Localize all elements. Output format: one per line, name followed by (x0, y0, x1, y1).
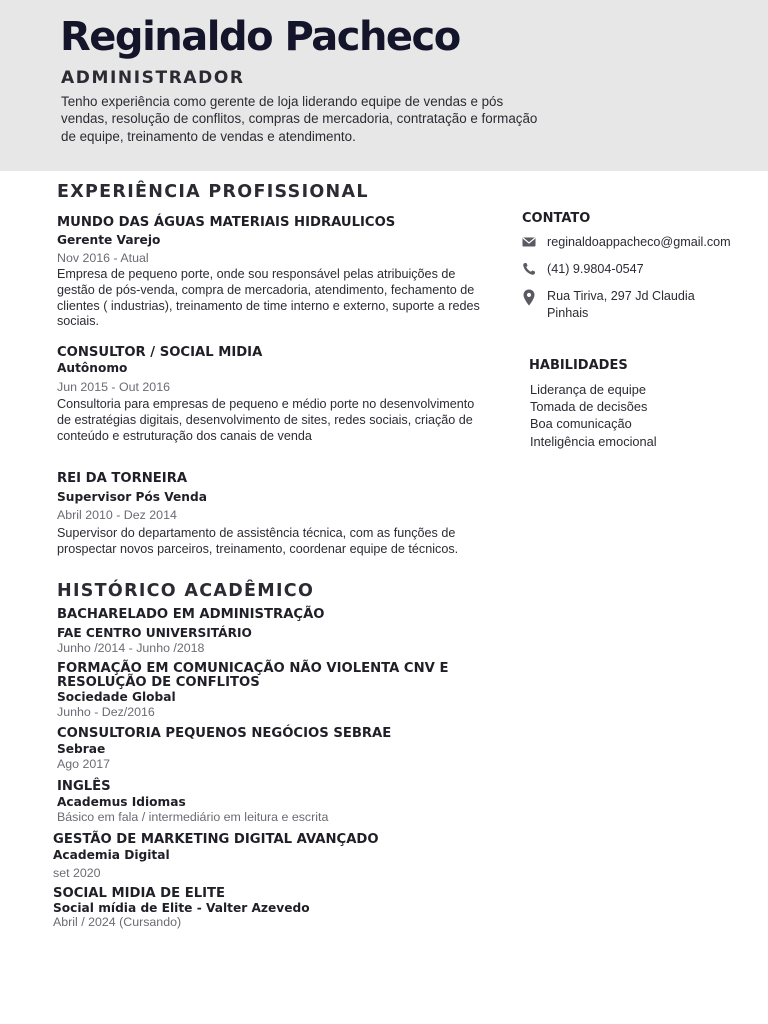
education-period: Básico em fala / intermediário em leitura e escrita (57, 810, 329, 824)
job-entry (57, 215, 487, 330)
email-icon (522, 234, 547, 254)
education-course: SOCIAL MIDIA DE ELITE (53, 886, 226, 901)
job-company: REI DA TORNEIRA (57, 471, 188, 486)
education-section-title: HISTÓRICO ACADÊMICO (57, 581, 315, 601)
education-course: CONSULTORIA PEQUENOS NEGÓCIOS SEBRAE (57, 726, 392, 741)
job-entry (57, 345, 487, 444)
profile-summary: Tenho experiência como gerente de loja liderando equipe de vendas e pós vendas, resolução de conflitos, compras de mercadoria, contratação e formação de equipe, treinamento de vendas e atendimento. (61, 94, 538, 144)
job-period: Nov 2016 - Atual (57, 251, 149, 265)
job-role: ADMINISTRADOR (61, 68, 245, 88)
street-address: Rua Tiriva, 297 Jd Claudia Pinhais (547, 289, 695, 320)
education-course: BACHARELADO EM ADMINISTRAÇÃO (57, 607, 325, 622)
job-company: MUNDO DAS ÁGUAS MATERIAIS HIDRAULICOS (57, 215, 396, 230)
phone-number[interactable]: (41) 9.9804-0547 (547, 262, 644, 276)
job-position: Gerente Varejo (57, 233, 161, 247)
job-description: Consultoria para empresas de pequeno e médio porte no desenvolvimento de estratégias digitais, desenvolvimento de sites, redes sociais, criação de conteúdo e estruturação dos canais de venda (57, 397, 475, 443)
education-entry (57, 779, 328, 825)
job-position: Autônomo (57, 361, 128, 375)
education-institution: Social mídia de Elite - Valter Azevedo (53, 901, 310, 915)
contact-address (522, 288, 722, 322)
experience-section-title: EXPERIÊNCIA PROFISSIONAL (57, 182, 369, 202)
job-entry (57, 471, 487, 558)
education-institution: Academia Digital (53, 848, 170, 862)
location-pin-icon (522, 288, 547, 311)
list-item: Liderança de equipe (530, 382, 646, 397)
education-entry (57, 726, 391, 772)
contact-title: CONTATO (522, 211, 591, 226)
education-period: Junho - Dez/2016 (57, 705, 155, 719)
education-course: INGLÊS (57, 779, 111, 794)
list-item: Boa comunicação (530, 416, 632, 432)
email-address[interactable]: reginaldoappacheco@gmail.com (547, 235, 731, 249)
education-entry (53, 832, 379, 881)
education-entry (57, 662, 477, 720)
education-period: Abril / 2024 (Cursando) (53, 915, 182, 929)
education-course: FORMAÇÃO EM COMUNICAÇÃO NÃO VIOLENTA CNV E RESOLUÇÃO DE CONFLITOS (57, 661, 449, 690)
skills-title: HABILIDADES (529, 358, 628, 373)
contact-email (522, 234, 731, 254)
skills-list (530, 381, 657, 450)
education-institution: Sociedade Global (57, 690, 176, 704)
education-entry (57, 607, 325, 656)
job-period: Jun 2015 - Out 2016 (57, 380, 170, 394)
list-item: Inteligência emocional (530, 433, 657, 449)
education-entry (53, 886, 310, 930)
phone-icon (522, 261, 547, 281)
person-name: Reginaldo Pacheco (60, 14, 460, 60)
education-institution: FAE CENTRO UNIVERSITÁRIO (57, 626, 252, 640)
education-period: set 2020 (53, 866, 101, 880)
job-position: Supervisor Pós Venda (57, 490, 207, 504)
education-institution: Academus Idiomas (57, 795, 186, 809)
education-period: Ago 2017 (57, 757, 111, 771)
job-description: Supervisor do departamento de assistência técnica, com as funções de prospectar novos parceiros, treinamento, coordenar equipe de técnicos. (57, 526, 459, 556)
education-institution: Sebrae (57, 742, 106, 756)
job-description: Empresa de pequeno porte, onde sou responsável pelas atribuições de gestão de pós-venda, compra de mercadoria, atendimento, fechamento de clientes ( industrias), treinamento de time interno e externo, suporte a redes sociais. (57, 267, 480, 329)
contact-phone (522, 261, 644, 281)
job-period: Abril 2010 - Dez 2014 (57, 508, 177, 522)
job-company: CONSULTOR / SOCIAL MIDIA (57, 345, 263, 360)
education-course: GESTÃO DE MARKETING DIGITAL AVANÇADO (53, 832, 379, 847)
header-band (0, 0, 768, 171)
education-period: Junho /2014 - Junho /2018 (57, 641, 205, 655)
list-item: Tomada de decisões (530, 399, 648, 415)
